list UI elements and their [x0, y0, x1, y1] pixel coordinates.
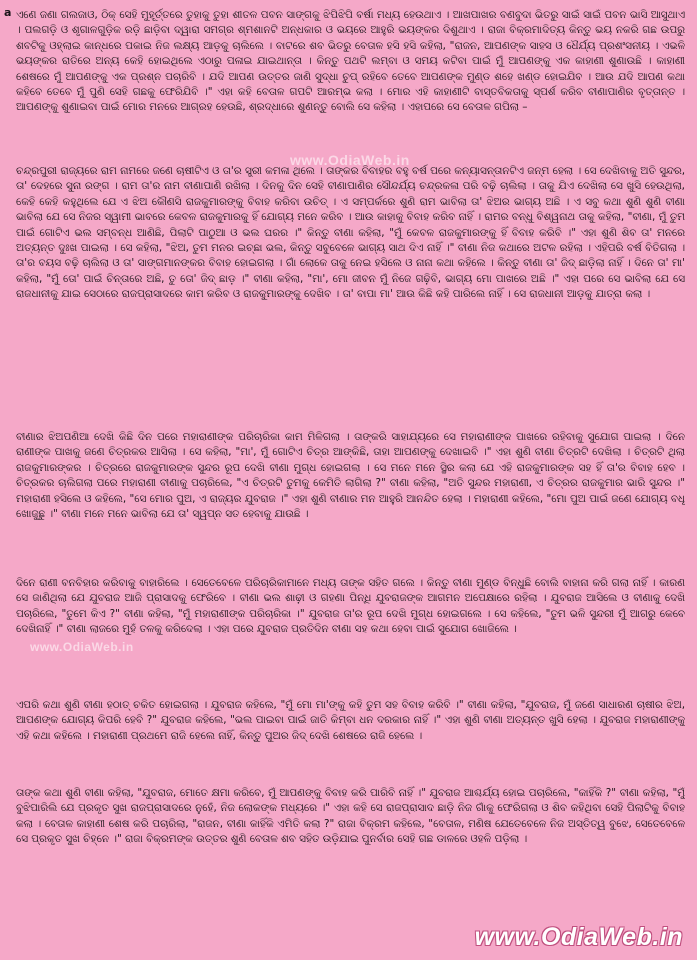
watermark-top: www.OdiaWeb.in — [290, 152, 410, 168]
story-paragraph-6: ତାଙ୍କ କଥା ଶୁଣି ବୀଣା କହିଲା, "ଯୁବରାଜ, ମୋତେ କ୍ଷମା କରିବେ, ମୁଁ ଆପଣଙ୍କୁ ବିବାହ କରି ପାରିବି ନାହିଁ ।" ଯୁବରାଜ ଆଶ୍ଚର୍ଯ୍ୟ ହୋଇ ପଚାରିଲେ, "କାହିଁକି ?" ବୀଣା କହିଲା, "ମୁଁ ବୁଝିପାରିଲି ଯେ ପ୍ରକୃତ ସୁଖ ରାଜପ୍ରାସାଦରେ ନୁହେଁ, ନିଜ ଲୋକଙ୍କ ମଧ୍ୟରେ ।" ଏହା କହି ସେ ରାଜପ୍ରାସାଦ ଛାଡ଼ି ନିଜ ଗାଁକୁ ଫେରିଗଲା ଓ ଶିବ କହିଥିବା ସେହି ପିଲାଟିକୁ ବିବାହ କଲା । ବେତାଳ କାହାଣୀ ଶେଷ କରି ପଚାରିଲା, "ରାଜନ, ବୀଣା କାହିଁକି ଏମିତି କଲା ?" ରାଜା ବିକ୍ରମ କହିଲେ, "ବେତାଳ, ମଣିଷ ଯେତେବେଳେ ନିଜ ଅସ୍ତିତ୍ୱ ବୁଝେ, ସେତେବେଳେ ସେ ପ୍ରକୃତ ସୁଖ ଚିହ୍ନେ ।" ରାଜା ବିକ୍ରମଙ୍କ ଉତ୍ତର ଶୁଣି ବେତାଳ ଶବ ସହିତ ଉଡ଼ିଯାଇ ପୁନର୍ବାର ସେହି ଗଛ ଡାଳରେ ଓହଳି ପଡ଼ିଲା । — [16, 787, 685, 846]
site-logo: www.OdiaWeb.in — [474, 923, 683, 951]
story-paragraph-4: ଦିନେ ରାଣୀ ବନବିହାର କରିବାକୁ ବାହାରିଲେ । ସେତେବେଳେ ପରିଚାରିକାମାନେ ମଧ୍ୟ ତାଙ୍କ ସହିତ ଗଲେ । କିନ୍ତୁ ବୀଣା ମୁଣ୍ଡ ବିନ୍ଧୁଛି ବୋଲି ବାହାନା କରି ଗଲା ନାହିଁ । କାରଣ ସେ ଜାଣିଥିଲା ଯେ ଯୁବରାଜ ଆଜି ପ୍ରାସାଦକୁ ଫେରିବେ । ବୀଣା ଭଲ ଶାଢ଼ୀ ଓ ଗହଣା ପିନ୍ଧି ଯୁବରାଜଙ୍କ ଆଗମନ ଅପେକ୍ଷାରେ ରହିଲା । ଯୁବରାଜ ଆସିଲେ ଓ ବୀଣାକୁ ଦେଖି ପଚାରିଲେ, "ତୁମେ କିଏ ?" ବୀଣା କହିଲା, "ମୁଁ ମହାରାଣୀଙ୍କ ପରିଚାରିକା ।" ଯୁବରାଜ ତା'ର ରୂପ ଦେଖି ମୁଗ୍ଧ ହୋଇଗଲେ । ସେ କହିଲେ, "ତୁମ ଭଳି ସୁନ୍ଦରୀ ମୁଁ ଆଗରୁ କେବେ ଦେଖିନାହିଁ ।" ବୀଣା ଲାଜରେ ମୁହଁ ତଳକୁ କରିଦେଲା । ଏହା ପରେ ଯୁବରାଜ ପ୍ରତିଦିନ ବୀଣା ସହ କଥା ହେବା ପାଇଁ ସୁଯୋଗ ଖୋଜିଲେ । — [16, 577, 685, 636]
story-paragraph-2: ଚନ୍ଦ୍ରପୁରୀ ରାଜ୍ୟରେ ରାମ ନାମରେ ଜଣେ ଚାଷୀଟିଏ ଓ ତା'ର ସ୍ତ୍ରୀ କମଳା ଥିଲେ । ତାଙ୍କର ବିବାହର ବହୁ ବର୍ଷ ପରେ କନ୍ୟାସନ୍ତାନଟିଏ ଜନ୍ମ ହେଲା । ସେ ଦେଖିବାକୁ ଅତି ସୁନ୍ଦର, ତା' ଦେହରେ ସୁନା ରଙ୍ଗ । ରାମ ତା'ର ନାମ ବୀଣାପାଣି ରଖିଲା । ଦିନକୁ ଦିନ ସେହି ବୀଣାପାଣିର ସୌନ୍ଦର୍ଯ୍ୟ ଚନ୍ଦ୍ରକଳା ପରି ବଢ଼ି ଚାଲିଲା । ତାକୁ ଯିଏ ଦେଖିଲା ସେ ଖୁସି ହେଉଥିଲା, କେହି କେହି କହୁଥିଲେ ଯେ ଏ ଝିଅ କୌଣସି ରାଜକୁମାରଙ୍କୁ ବିବାହ କରିବା ଉଚିତ୍ । ଏ ସମ୍ପର୍କରେ ଶୁଣି ରାମ ଭାବିଲା ତା' ଝିଅର ଭାଗ୍ୟ ଅଛି । ଏ ସବୁ କଥା ଶୁଣି ଶୁଣି ବୀଣା ଭାବିଲା ଯେ ସେ ନିଜର ସ୍ୱାମୀ ଭାବରେ କେବଳ ରାଜକୁମାରକୁ ହିଁ ଯୋଗ୍ୟ ମନେ କରିବ । ଆଉ କାହାକୁ ବିବାହ କରିବ ନାହିଁ । ରାମର ବନ୍ଧୁ ବିଶ୍ୱନାଥ ତାକୁ କହିଲା, "ବୀଣା, ମୁଁ ତୁମ ପାଇଁ ଗୋଟିଏ ଭଲ ସମ୍ବନ୍ଧ ଆଣିଛି, ପିଲାଟି ପାଠୁଆ ଓ ଭଲ ଘରର ।" କିନ୍ତୁ ବୀଣା କହିଲା, "ମୁଁ କେବଳ ରାଜକୁମାରଙ୍କୁ ହିଁ ବିବାହ କରିବି ।" ଏହା ଶୁଣି ଶିବ ତା' ମନରେ ଅତ୍ୟନ୍ତ ଦୁଃଖ ପାଇଲା । ସେ କହିଲା, "ଝିଅ, ତୁମ ମନର ଇଚ୍ଛା ଭଲ, କିନ୍ତୁ ସବୁବେଳେ ଭାଗ୍ୟ ସାଥ ଦିଏ ନାହିଁ ।" ବୀଣା ନିଜ କଥାରେ ଅଟଳ ରହିଲା । ଏହିପରି ବର୍ଷ ବିତିଗଲା । ତା'ର ବୟସ ବଢ଼ି ଚାଲିଲା ଓ ତା' ସାଙ୍ଗମାନଙ୍କର ବିବାହ ହୋଇଗଲା । ଗାଁ ଲୋକେ ତାକୁ ନେଇ ହସିଲେ ଓ ନାନା କଥା କହିଲେ । କିନ୍ତୁ ବୀଣା ତା' ଜିଦ୍ ଛାଡ଼ିଲା ନାହିଁ । ଦିନେ ତା' ମା' କହିଲା, "ମୁଁ ତୋ' ପାଇଁ ଚିନ୍ତାରେ ଅଛି, ତୁ ତୋ' ଜିଦ୍ ଛାଡ଼ ।" ବୀଣା କହିଲା, "ମା', ମୋ ଜୀବନ ମୁଁ ନିଜେ ଗଢ଼ିବି, ଭାଗ୍ୟ ମୋ ପାଖରେ ଅଛି ।" ଏହା ପରେ ସେ ଭାବିଲା ଯେ ସେ ରାଜଧାନୀକୁ ଯାଇ ସେଠାରେ ରାଜପ୍ରାସାଦରେ କାମ କରିବ ଓ ରାଜକୁମାରଙ୍କୁ ଦେଖିବ । ତା' ବାପା ମା' ଆଉ କିଛି କହି ପାରିଲେ ନାହିଁ । ସେ ରାଜଧାନୀ ଆଡ଼କୁ ଯାତ୍ରା କଲା । — [16, 165, 685, 301]
watermark-middle: www.OdiaWeb.in — [30, 640, 134, 654]
page-mark: a — [4, 6, 12, 19]
story-paragraph-1: ଏଣେ ଜଣା ଗଲଜାଓ, ଠିକ୍ ସେହି ମୁହୂର୍ତ୍ତରେ ତୁହାକୁ ତୁହା ଶୀତଳ ପବନ ସାଙ୍ଗକୁ ଝିପିଝିପି ବର୍ଷା ମଧ୍ୟ ହେଉଥାଏ । ଆଖପାଖର ବଣବୁଦା ଭିତରୁ ସାଇଁ ସାଇଁ ପବନ ଭାସି ଆସୁଥାଏ । ପଲଗଡ଼ି ଓ ଶୃଗାଳଗୁଡ଼ିକ ରଡ଼ି ଛାଡ଼ିବା ଦ୍ୱାରା ସମଗ୍ର ଶ୍ମଶାନଟି ଅନ୍ଧକାର ଓ ଭୟରେ ଆହୁରି ଭୟଙ୍କର ଦିଶୁଥାଏ । ରାଜା ବିକ୍ରମାଦିତ୍ୟ କିନ୍ତୁ ଭୟ ନକରି ଗଛ ଉପରୁ ଶବଟିକୁ ଓହ୍ଲାଇ କାନ୍ଧରେ ପକାଇ ନିଜ ଲକ୍ଷ୍ୟ ଆଡ଼କୁ ଚାଲିଲେ । ବାଟରେ ଶବ ଭିତରୁ ବେତାଳ ହସି ହସି କହିଲା, "ରାଜନ, ଆପଣଙ୍କ ସାହସ ଓ ଧୈର୍ଯ୍ୟ ପ୍ରଶଂସନୀୟ । ଏଭଳି ଭୟଙ୍କର ରାତିରେ ଅନ୍ୟ କେହି ହୋଇଥିଲେ ଏଠାରୁ ପଳାଇ ଯାଇଥାନ୍ତା । କିନ୍ତୁ ପଥଟି ଲମ୍ବା ଓ ସମୟ କଟିବା ପାଇଁ ମୁଁ ଆପଣଙ୍କୁ ଏକ କାହାଣୀ ଶୁଣାଉଛି । କାହାଣୀ ଶେଷରେ ମୁଁ ଆପଣଙ୍କୁ ଏକ ପ୍ରଶ୍ନ ପଚାରିବି । ଯଦି ଆପଣ ଉତ୍ତର ଜାଣି ସୁଦ୍ଧା ଚୁପ୍ ରହିବେ ତେବେ ଆପଣଙ୍କ ମୁଣ୍ଡ ଶହେ ଖଣ୍ଡ ହୋଇଯିବ । ଆଉ ଯଦି ଆପଣ କଥା କହିବେ ତେବେ ମୁଁ ପୁଣି ସେହି ଗଛକୁ ଫେରିଯିବି ।" ଏହା କହି ବେତାଳ ଗପଟି ଆରମ୍ଭ କଲା । ମୋର ଏହି କାହାଣୀଟି ବାସ୍ତବିକତାକୁ ସ୍ପର୍ଶ କରିବ ବୀଣାପାଣିର ବୃତ୍ତାନ୍ତ । ଆପଣଙ୍କୁ ଶୁଣାଇବା ପାଇଁ ମୋର ମନରେ ଆଗ୍ରହ ହେଉଛି, ଶ୍ରଦ୍ଧାରେ ଶୁଣନ୍ତୁ ବୋଲି ସେ କହିଲା । ଏହାପରେ ସେ ବେତାଳ ଗପିଲା – — [16, 9, 685, 114]
story-paragraph-5: ଏପରି କଥା ଶୁଣି ବୀଣା ହଠାତ୍ ଚକିତ ହୋଇଗଲା । ଯୁବରାଜ କହିଲେ, "ମୁଁ ମୋ ମା'ଙ୍କୁ କହି ତୁମ ସହ ବିବାହ କରିବି ।" ବୀଣା କହିଲା, "ଯୁବରାଜ, ମୁଁ ଜଣେ ସାଧାରଣ ଚାଷୀର ଝିଅ, ଆପଣଙ୍କ ଯୋଗ୍ୟ କିପରି ହେବି ?" ଯୁବରାଜ କହିଲେ, "ଭଲ ପାଇବା ପାଇଁ ଜାତି କିମ୍ବା ଧନ ଦରକାର ନାହିଁ ।" ଏହା ଶୁଣି ବୀଣା ଅତ୍ୟନ୍ତ ଖୁସି ହେଲା । ଯୁବରାଜ ମହାରାଣୀଙ୍କୁ ଏହି କଥା କହିଲେ । ମହାରାଣୀ ପ୍ରଥମେ ରାଜି ହେଲେ ନାହିଁ, କିନ୍ତୁ ପୁଅର ଜିଦ୍ ଦେଖି ଶେଷରେ ରାଜି ହେଲେ । — [16, 699, 685, 742]
story-paragraph-3: ବୀଣାର ଝିଅପଣିଆ ଦେଖି କିଛି ଦିନ ପରେ ମହାରାଣୀଙ୍କ ପରିଚାରିକା କାମ ମିଳିଗଲା । ତାଙ୍କରି ସାହାଯ୍ୟରେ ସେ ମହାରାଣୀଙ୍କ ପାଖରେ ରହିବାକୁ ସୁଯୋଗ ପାଇଲା । ଦିନେ ରାଣୀଙ୍କ ପାଖକୁ ଜଣେ ଚିତ୍ରକର ଆସିଲା । ସେ କହିଲା, "ମା', ମୁଁ ଗୋଟିଏ ଚିତ୍ର ଆଙ୍କିଛି, ତାହା ଆପଣଙ୍କୁ ଦେଖାଇବି ।" ଏହା ଶୁଣି ବୀଣା ଚିତ୍ରଟି ଦେଖିଲା । ଚିତ୍ରଟି ଥିଲା ରାଜକୁମାରଙ୍କର । ଚିତ୍ରରେ ରାଜକୁମାରଙ୍କ ସୁନ୍ଦର ରୂପ ଦେଖି ବୀଣା ମୁଗ୍ଧ ହୋଇଗଲା । ସେ ମନେ ମନେ ସ୍ଥିର କଲା ଯେ ଏହି ରାଜକୁମାରଙ୍କ ସହ ହିଁ ତା'ର ବିବାହ ହେବ । ଚିତ୍ରକର ଚାଲିଗଲା ପରେ ମହାରାଣୀ ବୀଣାକୁ ପଚାରିଲେ, "ଏ ଚିତ୍ରଟି ତୁମକୁ କେମିତି ଲାଗିଲା ?" ବୀଣା କହିଲା, "ଅତି ସୁନ୍ଦର ମହାରାଣୀ, ଏ ଚିତ୍ରର ରାଜକୁମାର ଭାରି ସୁନ୍ଦର ।" ମହାରାଣୀ ହସିଲେ ଓ କହିଲେ, "ସେ ମୋର ପୁଅ, ଏ ରାଜ୍ୟର ଯୁବରାଜ ।" ଏହା ଶୁଣି ବୀଣାର ମନ ଆହୁରି ଆନନ୍ଦିତ ହେଲା । ମହାରାଣୀ କହିଲେ, "ମୋ ପୁଅ ପାଇଁ ଜଣେ ଯୋଗ୍ୟ ବଧୂ ଖୋଜୁଛୁ ।" ବୀଣା ମନେ ମନେ ଭାବିଲା ଯେ ତା' ସ୍ୱପ୍ନ ସତ ହେବାକୁ ଯାଉଛି । — [16, 431, 685, 521]
